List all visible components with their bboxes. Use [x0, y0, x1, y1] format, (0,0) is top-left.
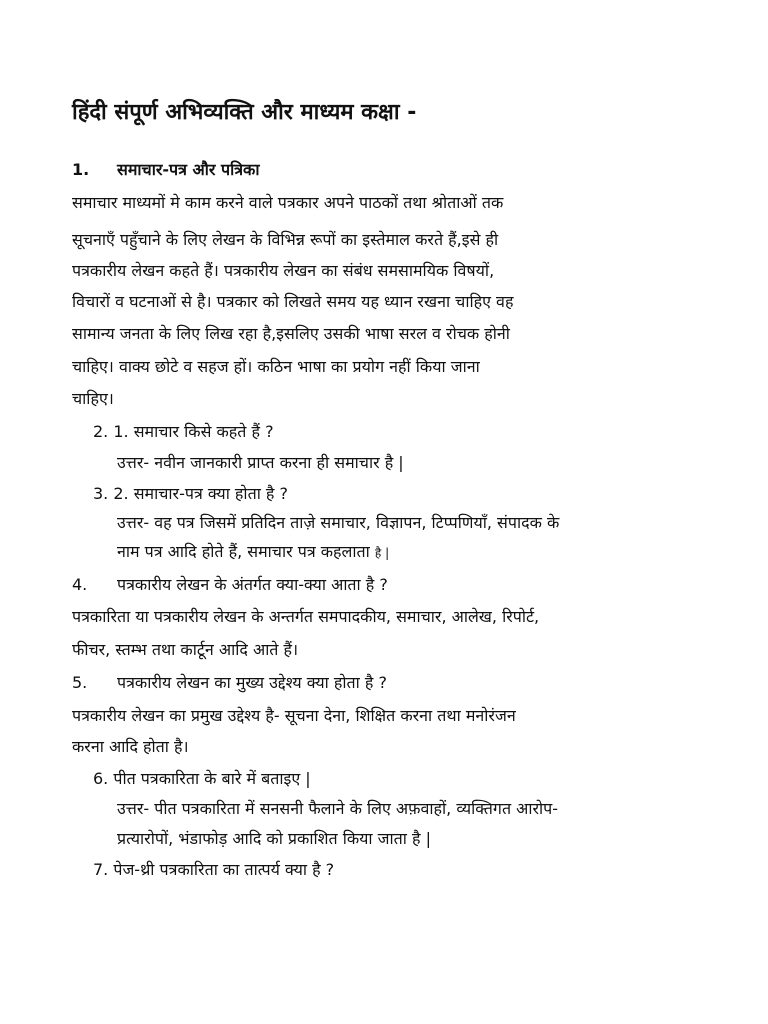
paragraph-line: सामान्य जनता के लिए लिख रहा है,इसलिए उसकी भाषा सरल व रोचक होनी	[72, 324, 510, 343]
answer-4-line: पत्रकारिता या पत्रकारीय लेखन के अन्तर्गत समपादकीय, समाचार, आलेख, रिपोर्ट,	[72, 607, 540, 626]
question-4-number: 4.	[72, 575, 88, 594]
section-number: 1.	[72, 160, 90, 179]
section-heading: समाचार-पत्र और पत्रिका	[117, 160, 260, 179]
answer-2: उत्तर- नवीन जानकारी प्राप्त करना ही समाचार है |	[117, 453, 404, 472]
page-title: हिंदी संपूर्ण अभिव्यक्ति और माध्यम कक्षा -	[72, 100, 417, 125]
answer-3-line1: उत्तर- वह पत्र जिसमें प्रतिदिन ताज़े समाचार, विज्ञापन, टिप्पणियाँ, संपादक के	[117, 513, 560, 532]
paragraph-line: विचारों व घटनाओं से है। पत्रकार को लिखते समय यह ध्यान रखना चाहिए वह	[72, 292, 514, 311]
question-3: 3. 2. समाचार-पत्र क्या होता है ?	[93, 484, 288, 503]
answer-6-line: उत्तर- पीत पत्रकारिता में सनसनी फैलाने के लिए अफ़वाहों, व्यक्तिगत आरोप-	[117, 799, 559, 818]
answer-4-line: फीचर, स्तम्भ तथा कार्टून आदि आते हैं।	[72, 640, 299, 659]
paragraph-line: सूचनाएँ पहुँचाने के लिए लेखन के विभिन्न रूपों का इस्तेमाल करते हैं,इसे ही	[72, 230, 499, 249]
paragraph-line: पत्रकारीय लेखन कहते हैं। पत्रकारीय लेखन का संबंध समसामयिक विषयों,	[72, 261, 495, 280]
question-4: पत्रकारीय लेखन के अंतर्गत क्या-क्या आता है ?	[117, 575, 388, 594]
question-5-number: 5.	[72, 673, 88, 692]
paragraph-line: चाहिए।	[72, 389, 114, 408]
answer-5-line: करना आदि होता है।	[72, 737, 189, 756]
paragraph-line: समाचार माध्यमों मे काम करने वाले पत्रकार अपने पाठकों तथा श्रोताओं तक	[72, 193, 504, 212]
question-2: 2. 1. समाचार किसे कहते हैं ?	[93, 422, 274, 441]
answer-3-end: है |	[374, 546, 390, 560]
answer-6-line: प्रत्यारोपों, भंडाफोड़ आदि को प्रकाशित किया जाता है |	[117, 829, 431, 848]
question-6: 6. पीत पत्रकारिता के बारे में बताइए |	[93, 769, 311, 788]
answer-3-text: नाम पत्र आदि होते हैं, समाचार पत्र कहलाता	[117, 542, 370, 561]
answer-5-line: पत्रकारीय लेखन का प्रमुख उद्देश्य है- सूचना देना, शिक्षित करना तथा मनोरंजन	[72, 706, 516, 725]
paragraph-line: चाहिए। वाक्य छोटे व सहज हों। कठिन भाषा का प्रयोग नहीं किया जाना	[72, 357, 480, 376]
question-7: 7. पेज-थ्री पत्रकारिता का तात्पर्य क्या है ?	[93, 860, 335, 879]
answer-3-line2	[117, 540, 389, 565]
question-5: पत्रकारीय लेखन का मुख्य उद्देश्य क्या होता है ?	[117, 673, 387, 692]
